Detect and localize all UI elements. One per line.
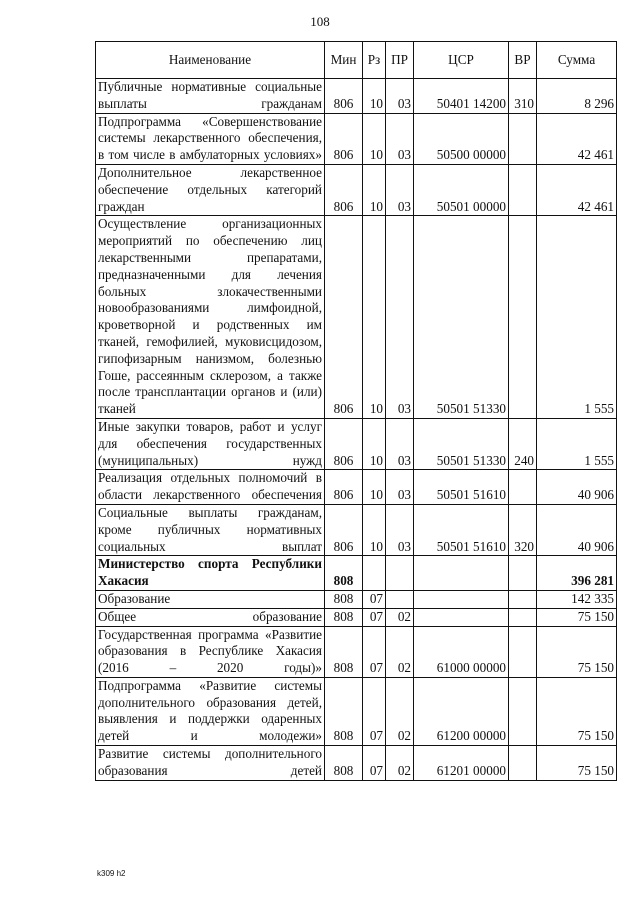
- cell-csr: [414, 590, 509, 608]
- cell-csr: 50501 51330: [414, 216, 509, 419]
- cell-pr: [386, 556, 414, 591]
- cell-sum: 40 906: [537, 470, 617, 505]
- table-header-row: [96, 42, 617, 79]
- cell-vr: [509, 470, 537, 505]
- cell-min: 806: [325, 504, 363, 555]
- cell-rz: 07: [363, 746, 386, 781]
- cell-vr: 310: [509, 79, 537, 114]
- cell-rz: 07: [363, 590, 386, 608]
- cell-pr: 03: [386, 79, 414, 114]
- table-row: [96, 113, 617, 164]
- table-row: [96, 164, 617, 215]
- cell-rz: 07: [363, 677, 386, 745]
- table-row: [96, 216, 617, 419]
- cell-pr: 02: [386, 626, 414, 677]
- header-pr: ПР: [386, 42, 414, 79]
- header-rz: Рз: [363, 42, 386, 79]
- cell-csr: 50501 51330: [414, 418, 509, 469]
- cell-sum: 75 150: [537, 626, 617, 677]
- cell-rz: 10: [363, 164, 386, 215]
- cell-csr: [414, 556, 509, 591]
- cell-name: Подпрограмма «Совершенствование системы лекарственного обеспечения, в том числе в амбулаторных условиях»: [96, 113, 325, 164]
- cell-sum: 42 461: [537, 113, 617, 164]
- cell-min: 808: [325, 677, 363, 745]
- table-row: [96, 556, 617, 591]
- cell-vr: [509, 590, 537, 608]
- cell-pr: [386, 590, 414, 608]
- table-row: [96, 746, 617, 781]
- footer-code: k309 h2: [97, 869, 126, 878]
- cell-min: 808: [325, 626, 363, 677]
- cell-rz: 10: [363, 504, 386, 555]
- cell-vr: [509, 608, 537, 626]
- cell-name: Осуществление организационных мероприятий по обеспечению лиц лекарственными препаратами, предназначенными для лечения больных злокачественными новообразованиями лимфоидной, кроветворной и родственных им тканей, гемофилией, муковисцидозом, гипофизарным нанизмом, болезнью Гоше, рассеянным склерозом, а также после трансплантации органов и (или) тканей: [96, 216, 325, 419]
- cell-sum: 40 906: [537, 504, 617, 555]
- cell-min: 806: [325, 470, 363, 505]
- cell-sum: 42 461: [537, 164, 617, 215]
- cell-name: Реализация отдельных полномочий в области лекарственного обеспечения: [96, 470, 325, 505]
- cell-min: 808: [325, 590, 363, 608]
- cell-sum: 396 281: [537, 556, 617, 591]
- cell-min: 806: [325, 216, 363, 419]
- cell-csr: 50501 51610: [414, 470, 509, 505]
- cell-pr: 03: [386, 216, 414, 419]
- header-vr: ВР: [509, 42, 537, 79]
- cell-sum: 1 555: [537, 418, 617, 469]
- cell-sum: 75 150: [537, 746, 617, 781]
- cell-sum: 142 335: [537, 590, 617, 608]
- cell-csr: [414, 608, 509, 626]
- cell-min: 808: [325, 746, 363, 781]
- cell-csr: 61000 00000: [414, 626, 509, 677]
- table-row: [96, 608, 617, 626]
- cell-name: Иные закупки товаров, работ и услуг для обеспечения государственных (муниципальных) нужд: [96, 418, 325, 469]
- cell-sum: 8 296: [537, 79, 617, 114]
- cell-csr: 50501 00000: [414, 164, 509, 215]
- cell-min: 808: [325, 556, 363, 591]
- page-number: 108: [310, 14, 330, 29]
- cell-rz: 10: [363, 216, 386, 419]
- budget-table: [95, 41, 617, 781]
- cell-name: Общее образование: [96, 608, 325, 626]
- cell-rz: [363, 556, 386, 591]
- table-row: [96, 626, 617, 677]
- cell-csr: 61200 00000: [414, 677, 509, 745]
- cell-rz: 10: [363, 79, 386, 114]
- header-min: Мин: [325, 42, 363, 79]
- cell-vr: [509, 556, 537, 591]
- cell-rz: 07: [363, 626, 386, 677]
- cell-min: 808: [325, 608, 363, 626]
- header-sum: Сумма: [537, 42, 617, 79]
- table-row: [96, 677, 617, 745]
- cell-pr: 02: [386, 746, 414, 781]
- cell-name: Министерство спорта Республики Хакасия: [96, 556, 325, 591]
- cell-min: 806: [325, 113, 363, 164]
- cell-vr: [509, 677, 537, 745]
- cell-pr: 03: [386, 504, 414, 555]
- table-row: [96, 470, 617, 505]
- cell-csr: 50401 14200: [414, 79, 509, 114]
- cell-csr: 50501 51610: [414, 504, 509, 555]
- table-row: [96, 590, 617, 608]
- table-row: [96, 504, 617, 555]
- cell-min: 806: [325, 164, 363, 215]
- cell-rz: 10: [363, 418, 386, 469]
- cell-name: Публичные нормативные социальные выплаты гражданам: [96, 79, 325, 114]
- table-row: [96, 79, 617, 114]
- cell-csr: 50500 00000: [414, 113, 509, 164]
- cell-name: Социальные выплаты гражданам, кроме публичных нормативных социальных выплат: [96, 504, 325, 555]
- cell-pr: 03: [386, 418, 414, 469]
- cell-vr: 240: [509, 418, 537, 469]
- cell-sum: 1 555: [537, 216, 617, 419]
- cell-rz: 10: [363, 113, 386, 164]
- cell-sum: 75 150: [537, 677, 617, 745]
- cell-rz: 10: [363, 470, 386, 505]
- cell-vr: 320: [509, 504, 537, 555]
- header-name: Наименование: [96, 42, 325, 79]
- cell-vr: [509, 216, 537, 419]
- cell-vr: [509, 746, 537, 781]
- cell-pr: 03: [386, 470, 414, 505]
- cell-name: Государственная программа «Развитие образования в Республике Хакасия (2016 – 2020 годы)»: [96, 626, 325, 677]
- cell-pr: 02: [386, 608, 414, 626]
- cell-min: 806: [325, 418, 363, 469]
- cell-name: Образование: [96, 590, 325, 608]
- cell-rz: 07: [363, 608, 386, 626]
- cell-vr: [509, 626, 537, 677]
- cell-csr: 61201 00000: [414, 746, 509, 781]
- cell-sum: 75 150: [537, 608, 617, 626]
- cell-min: 806: [325, 79, 363, 114]
- cell-pr: 03: [386, 164, 414, 215]
- cell-pr: 02: [386, 677, 414, 745]
- cell-vr: [509, 164, 537, 215]
- cell-name: Развитие системы дополнительного образования детей: [96, 746, 325, 781]
- table-row: [96, 418, 617, 469]
- header-csr: ЦСР: [414, 42, 509, 79]
- cell-name: Дополнительное лекарственное обеспечение отдельных категорий граждан: [96, 164, 325, 215]
- cell-vr: [509, 113, 537, 164]
- cell-pr: 03: [386, 113, 414, 164]
- cell-name: Подпрограмма «Развитие системы дополнительного образования детей, выявления и поддержки одаренных детей и молодежи»: [96, 677, 325, 745]
